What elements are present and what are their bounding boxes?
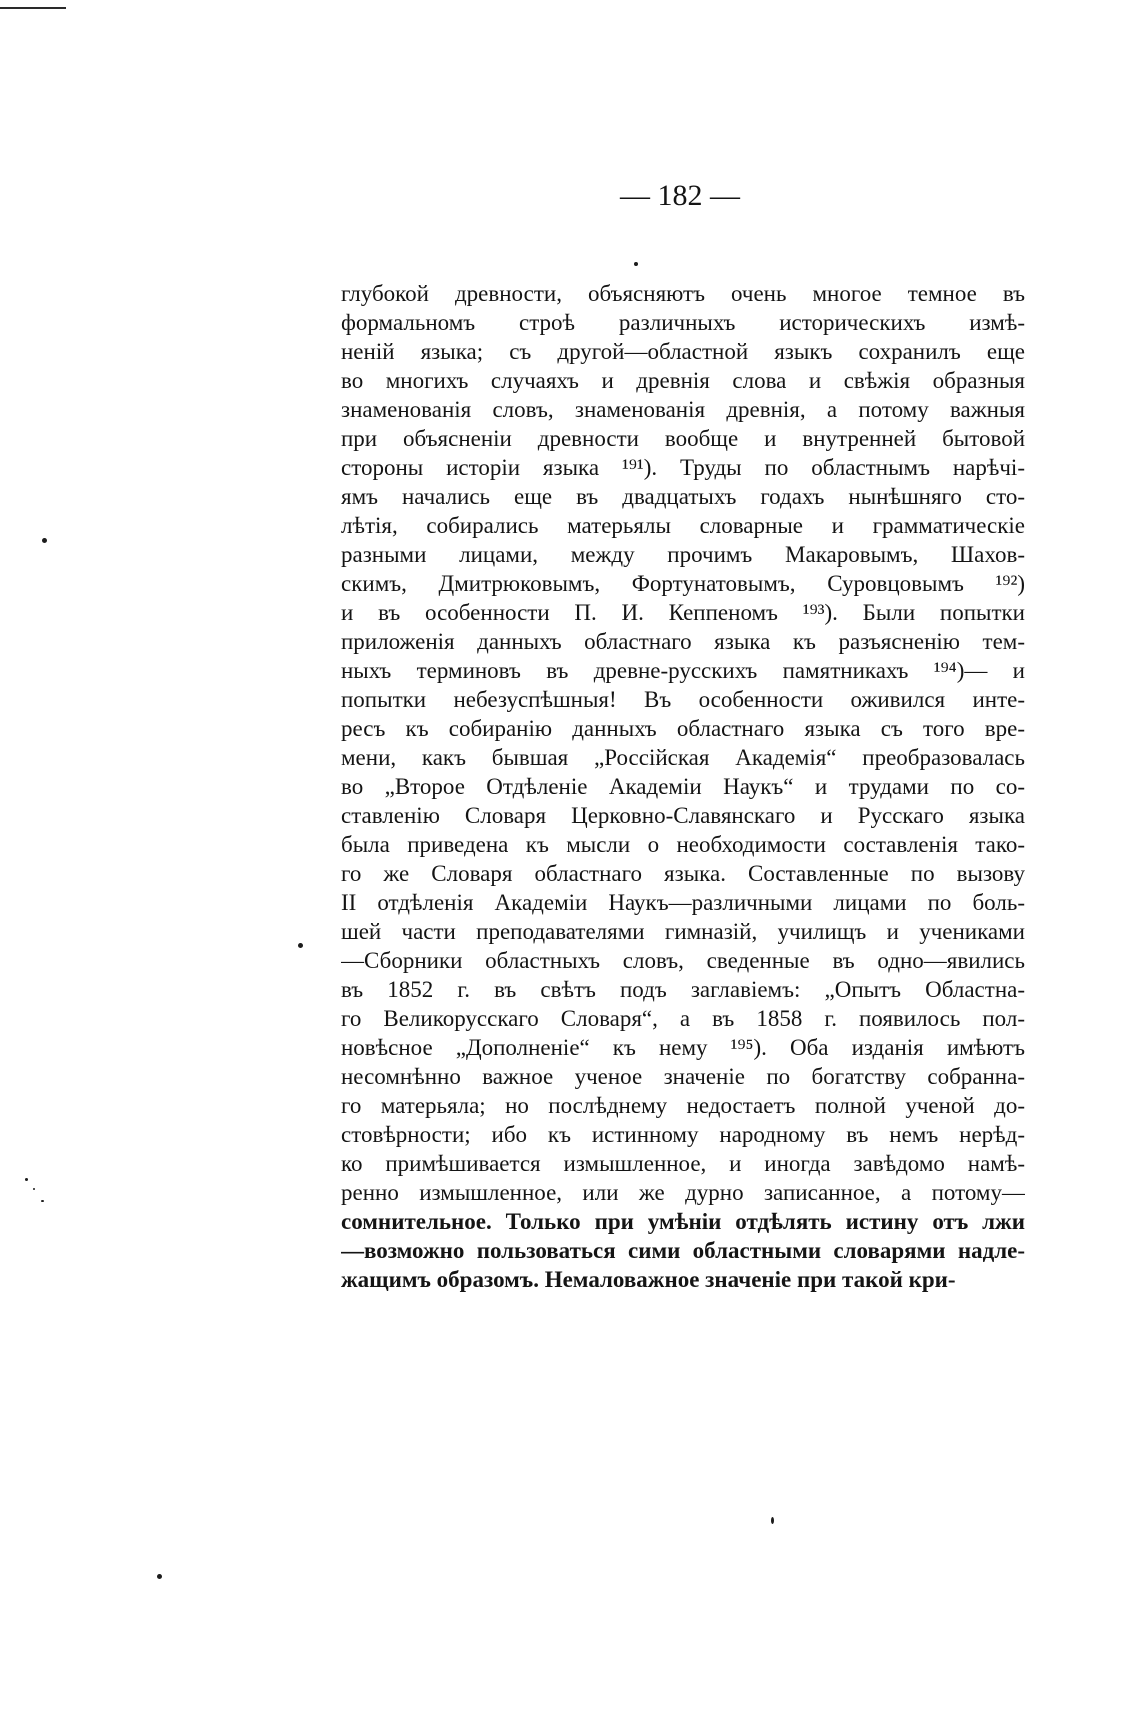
text-line: ныхъ терминовъ въ древне-русскихъ памятникахъ ¹⁹⁴)— и: [341, 658, 1025, 683]
text-line: лѣтія, собирались матерьялы словарные и грамматическіе: [341, 513, 1025, 538]
text-line: —Сборники областныхъ словъ, сведенные въ одно—явились: [341, 948, 1025, 973]
text-line: ренно измышленное, или же дурно записанное, а потому—: [341, 1180, 1025, 1205]
text-line: новѣсное „Дополненіе“ къ нему ¹⁹⁵). Оба изданія имѣютъ: [341, 1035, 1025, 1060]
text-line: во „Второе Отдѣленіе Академіи Наукъ“ и трудами по со-: [341, 774, 1025, 799]
text-line: жащимъ образомъ. Немаловажное значеніе при такой кри-: [341, 1267, 956, 1292]
text-line: ресъ къ собиранію данныхъ областнаго языка съ того вре-: [341, 716, 1025, 741]
scan-speck: [33, 1188, 35, 1190]
text-line: приложенія данныхъ областнаго языка къ разъясненію тем-: [341, 629, 1025, 654]
text-line: неній языка; съ другой—областной языкъ сохранилъ еще: [341, 339, 1025, 364]
text-line: глубокой древности, объясняютъ очень многое темное въ: [341, 281, 1025, 306]
text-line: го Великорусскаго Словаря“, а въ 1858 г. появилось пол-: [341, 1006, 1025, 1031]
scan-speck: [157, 1574, 162, 1579]
text-line: и въ особенности П. И. Кеппеномъ ¹⁹³). Были попытки: [341, 600, 1025, 625]
text-line: формальномъ строѣ различныхъ историческихъ измѣ-: [341, 310, 1025, 335]
text-line: несомнѣнно важное ученое значеніе по богатству собранна-: [341, 1064, 1025, 1089]
text-line: во многихъ случаяхъ и древнія слова и свѣжія образныя: [341, 368, 1025, 393]
text-line: разными лицами, между прочимъ Макаровымъ, Шахов-: [341, 542, 1025, 567]
text-line: стовѣрности; ибо къ истинному народному въ немъ нерѣд-: [341, 1122, 1025, 1147]
text-line: —возможно пользоваться сими областными словарями надле-: [341, 1238, 1025, 1263]
text-line: стороны исторіи языка ¹⁹¹). Труды по областнымъ нарѣчі-: [341, 455, 1025, 480]
text-line: ставленію Словаря Церковно-Славянскаго и Русскаго языка: [341, 803, 1025, 828]
text-line: ямъ начались еще въ двадцатыхъ годахъ нынѣшняго сто-: [341, 484, 1025, 509]
scan-speck: [771, 1517, 774, 1524]
page-number: — 182 —: [620, 179, 740, 212]
text-line: знаменованія словъ, знаменованія древнія, а потому важныя: [341, 397, 1025, 422]
text-line: была приведена къ мысли о необходимости составленія тако-: [341, 832, 1025, 857]
scan-speck: [634, 262, 638, 266]
text-line: сомнительное. Только при умѣніи отдѣлять истину отъ лжи: [341, 1209, 1025, 1234]
corner-rule: [0, 7, 66, 9]
text-line: го матерьяла; но послѣднему недостаетъ полной ученой до-: [341, 1093, 1025, 1118]
text-line: скимъ, Дмитрюковымъ, Фортунатовымъ, Суровцовымъ ¹⁹²): [341, 571, 1025, 596]
text-line: шей части преподавателями гимназій, училищъ и учениками: [341, 919, 1025, 944]
text-line: попытки небезуспѣшныя! Въ особенности оживился инте-: [341, 687, 1025, 712]
text-line: ко примѣшивается измышленное, и иногда завѣдомо намѣ-: [341, 1151, 1025, 1176]
scan-speck: [41, 1200, 44, 1202]
text-line: го же Словаря областнаго языка. Составленные по вызову: [341, 861, 1025, 886]
scan-speck: [25, 1178, 28, 1181]
text-line: II отдѣленія Академіи Наукъ—различными лицами по боль-: [341, 890, 1025, 915]
text-line: мени, какъ бывшая „Россійская Академія“ преобразовалась: [341, 745, 1025, 770]
text-line: въ 1852 г. въ свѣтъ подъ заглавіемъ: „Опытъ Областна-: [341, 977, 1025, 1002]
scan-speck: [42, 538, 47, 543]
text-line: при объясненіи древности вообще и внутренней бытовой: [341, 426, 1025, 451]
scan-speck: [298, 943, 303, 948]
